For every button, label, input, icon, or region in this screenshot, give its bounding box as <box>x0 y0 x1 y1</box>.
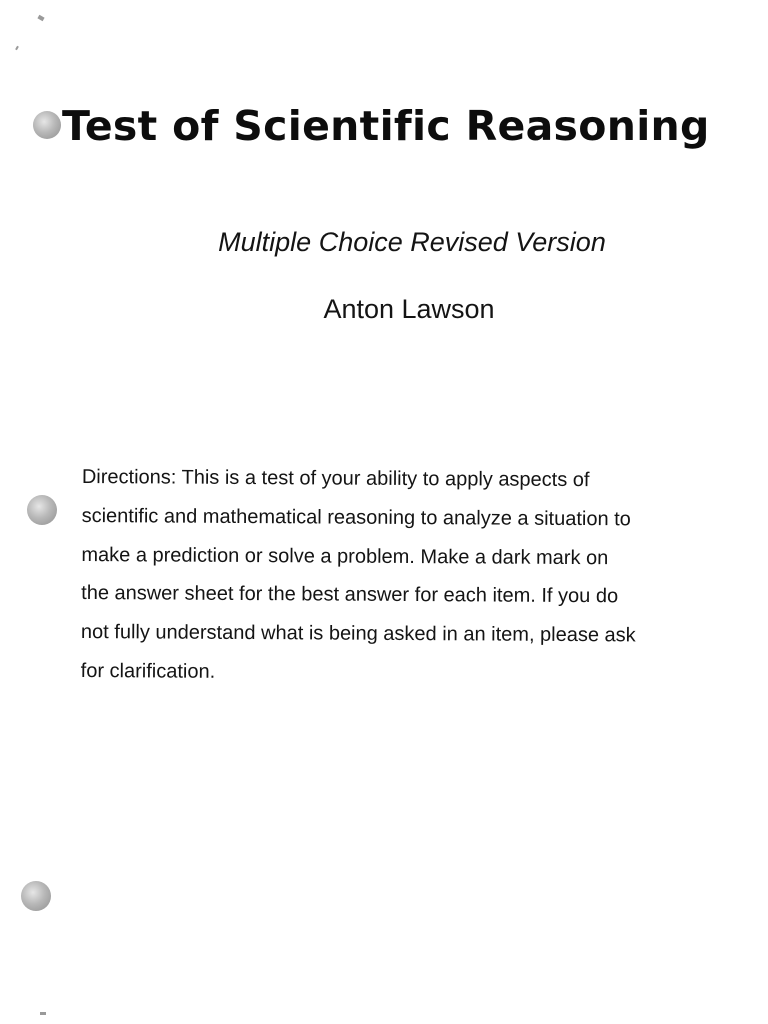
directions-line: for clarification. <box>80 659 216 683</box>
scan-speck <box>15 46 19 50</box>
punch-hole-bottom <box>21 881 51 911</box>
directions-line: scientific and mathematical reasoning to analyze a situation to <box>81 504 631 531</box>
directions-line: not fully understand what is being asked in an item, please ask <box>80 621 636 647</box>
punch-hole-middle <box>27 495 57 525</box>
punch-hole-top <box>33 111 61 139</box>
directions-line: Directions: This is a test of your ability to apply aspects of <box>81 465 590 492</box>
directions-paragraph <box>81 458 732 695</box>
scan-speck <box>40 1012 46 1015</box>
directions-line: make a prediction or solve a problem. Make a dark mark on <box>81 543 609 569</box>
author-name: Anton Lawson <box>323 294 495 324</box>
page-title: Test of Scientific Reasoning <box>62 102 710 150</box>
page-subtitle: Multiple Choice Revised Version <box>218 227 606 257</box>
directions-line: the answer sheet for the best answer for each item. If you do <box>81 582 619 608</box>
scan-speck <box>37 15 44 21</box>
